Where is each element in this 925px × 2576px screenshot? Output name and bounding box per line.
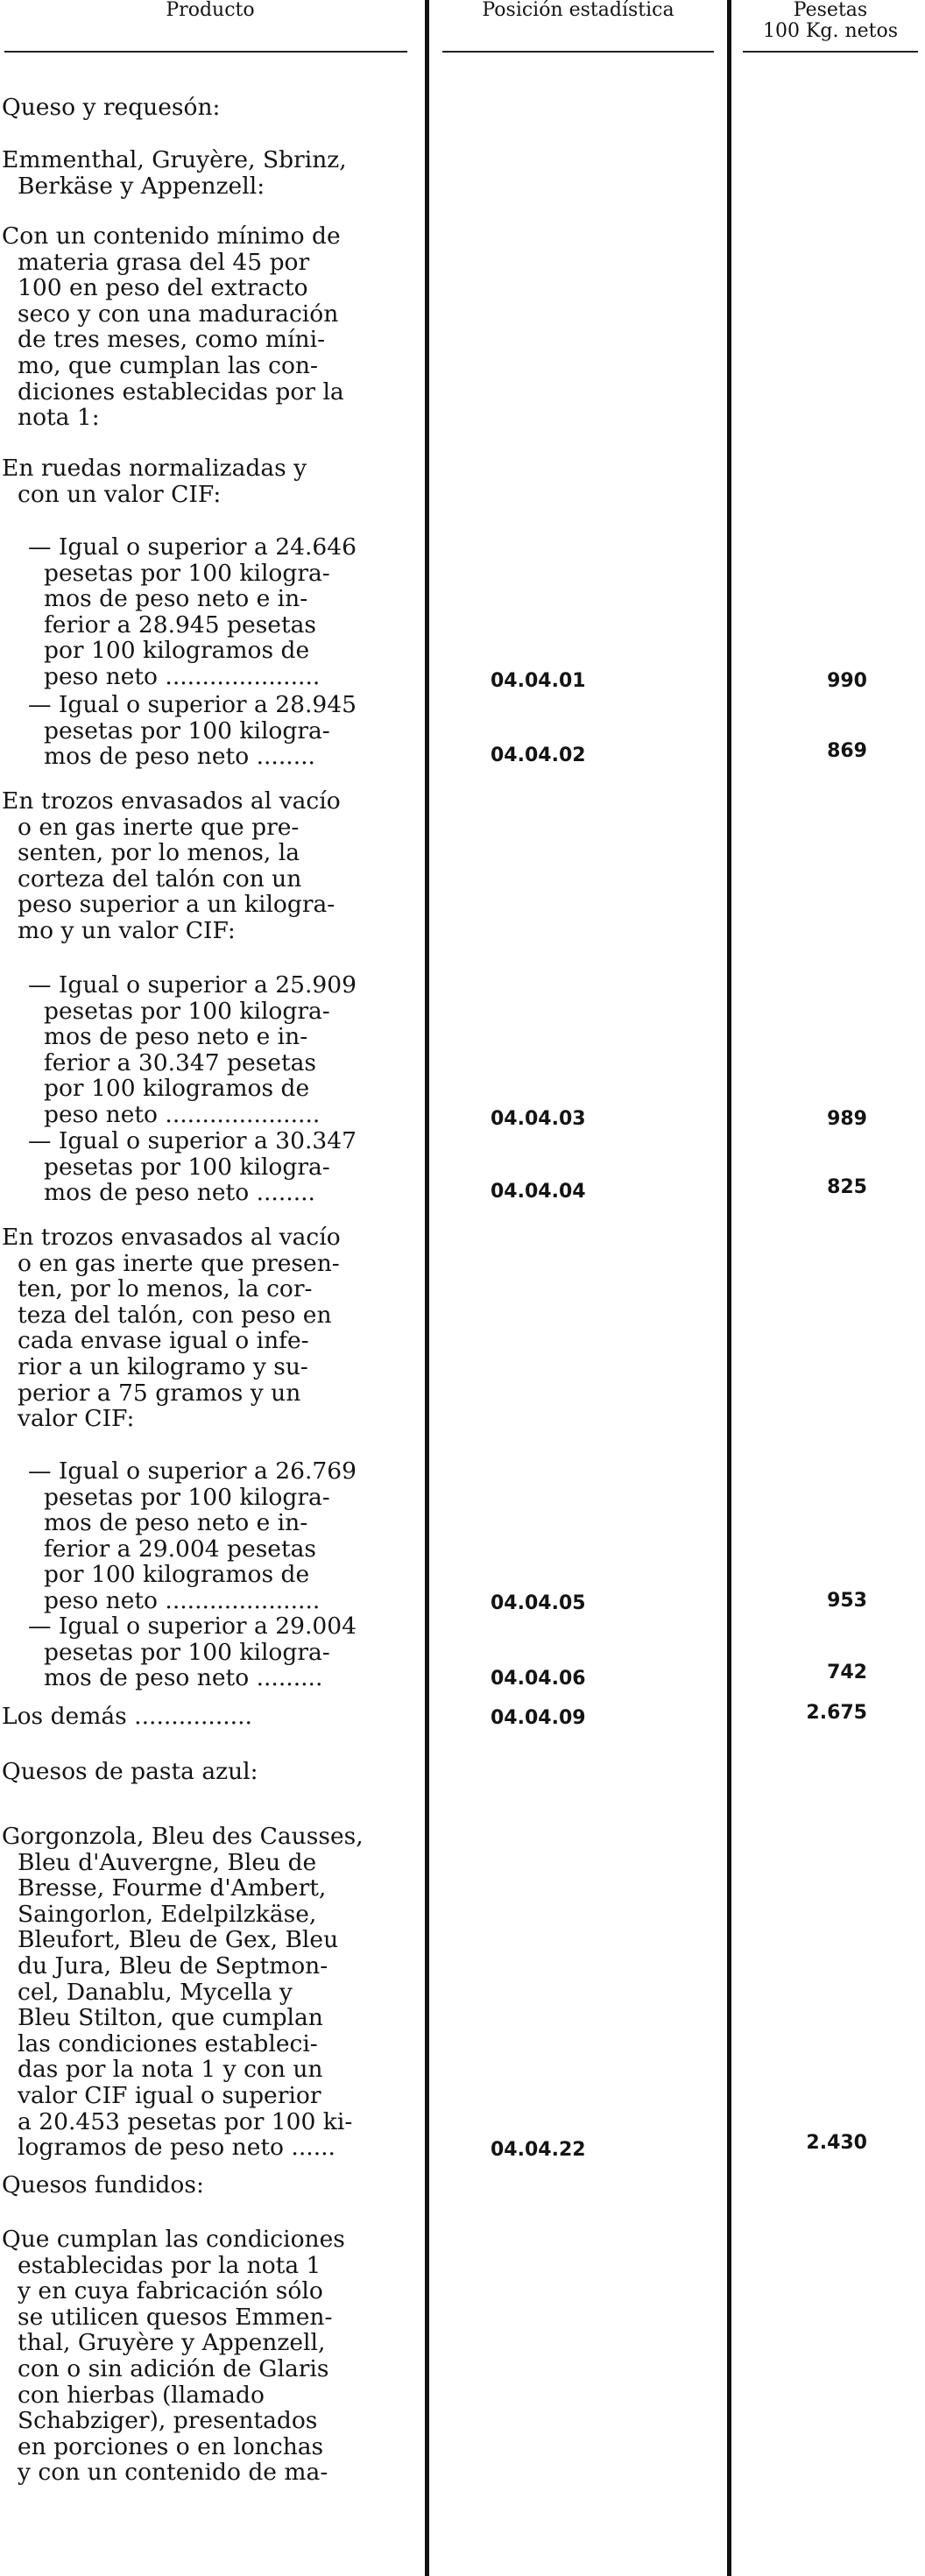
price-value: 989 — [827, 1108, 867, 1130]
text-line: mos de peso neto ........ — [44, 743, 315, 771]
header-pesetas: Pesetas — [793, 0, 868, 21]
text-line: du Jura, Bleu de Septmon- — [18, 1951, 328, 1980]
row-text — [28, 972, 418, 1128]
text-line: peso neto ..................... — [44, 1100, 321, 1128]
price-value: 953 — [827, 1590, 867, 1612]
text-line: En trozos envasados al vacío — [2, 1224, 341, 1251]
text-line: mos de peso neto ......... — [44, 1664, 323, 1692]
text-line: materia grasa del 45 por — [18, 248, 310, 276]
text-line: peso neto ..................... — [44, 662, 321, 690]
text-line: mo y un valor CIF: — [18, 916, 236, 944]
text-line: pesetas por 100 kilogra- — [44, 716, 330, 745]
text-line: Berkäse y Appenzell: — [18, 172, 265, 200]
text-line: Schabziger), presentados — [18, 2407, 318, 2435]
row-text — [2, 2227, 418, 2486]
text-line: das por la nota 1 y con un — [18, 2056, 323, 2084]
text-line: senten, por lo menos, la — [18, 839, 300, 867]
text-line: — Igual o superior a 28.945 — [28, 691, 357, 718]
text-line: Saingorlon, Edelpilzkäse, — [18, 1900, 317, 1928]
text-line: Bresse, Fourme d'Ambert, — [18, 1874, 327, 1902]
row-text — [2, 147, 418, 199]
price-value: 2.430 — [806, 2132, 867, 2154]
price-value: 825 — [827, 1176, 867, 1198]
price-value: 990 — [827, 670, 867, 692]
text-line: peso superior a un kilogra- — [18, 891, 335, 919]
row-text — [28, 1128, 418, 1206]
row-text — [2, 1224, 418, 1432]
text-line: — Igual o superior a 25.909 — [28, 971, 357, 999]
text-line: Bleufort, Bleu de Gex, Bleu — [18, 1926, 339, 1954]
text-line: mos de peso neto ........ — [44, 1179, 315, 1207]
text-line: ferior a 30.347 pesetas — [44, 1048, 317, 1076]
text-line: y con un contenido de ma- — [18, 2459, 328, 2487]
row-text — [2, 1759, 418, 1785]
text-line: cel, Danablu, Mycella y — [18, 1978, 293, 2006]
position-code: 04.04.09 — [491, 1707, 586, 1729]
text-line: pesetas por 100 kilogra- — [44, 1483, 330, 1511]
header-unidad: 100 Kg. netos — [762, 20, 899, 42]
text-line: pesetas por 100 kilogra- — [44, 997, 330, 1025]
text-line: logramos de peso neto ...... — [18, 2134, 335, 2162]
text-line: establecidas por la nota 1 — [18, 2251, 321, 2279]
column-divider-2 — [727, 0, 731, 2576]
text-line: con hierbas (llamado — [18, 2381, 265, 2409]
price-value: 2.675 — [806, 1702, 867, 1724]
text-line: En trozos envasados al vacío — [2, 787, 341, 815]
position-code: 04.04.22 — [491, 2139, 586, 2161]
text-line: valor CIF: — [18, 1405, 135, 1433]
text-line: con o sin adición de Glaris — [18, 2354, 329, 2382]
text-line: las condiciones estableci- — [18, 2029, 318, 2057]
text-line: 100 en peso del extracto — [18, 274, 308, 302]
header-rule-right — [743, 51, 918, 53]
text-line: thal, Gruyère y Appenzell, — [18, 2329, 326, 2357]
row-text — [2, 1704, 418, 1730]
text-line: perior a 75 gramos y un — [18, 1379, 301, 1407]
text-line: por 100 kilogramos de — [44, 637, 310, 665]
row-text — [28, 692, 418, 770]
text-line: pesetas por 100 kilogra- — [44, 559, 330, 587]
text-line: con un valor CIF: — [18, 480, 222, 508]
row-text — [28, 1458, 418, 1614]
position-code: 04.04.05 — [491, 1592, 586, 1614]
text-line: o en gas inerte que pre- — [18, 813, 300, 841]
price-value: 742 — [827, 1662, 867, 1683]
text-line: — Igual o superior a 24.646 — [28, 533, 357, 561]
text-line: Que cumplan las condiciones — [2, 2226, 345, 2253]
header-producto: Producto — [166, 0, 255, 21]
text-line: Con un contenido mínimo de — [2, 222, 341, 250]
text-line: mos de peso neto e in- — [44, 1509, 308, 1537]
text-line: — Igual o superior a 29.004 — [28, 1613, 357, 1640]
text-line: cada envase igual o infe- — [18, 1327, 309, 1355]
text-line: pesetas por 100 kilogra- — [44, 1638, 330, 1666]
row-text — [28, 534, 418, 690]
text-line: se utilicen quesos Emmen- — [18, 2303, 333, 2331]
text-line: nota 1: — [18, 404, 100, 432]
text-line: seco y con una maduración — [18, 300, 339, 328]
text-line: Emmenthal, Gruyère, Sbrinz, — [2, 146, 347, 173]
column-divider-1 — [425, 0, 429, 2576]
row-text — [2, 1824, 418, 2161]
text-line: — Igual o superior a 26.769 — [28, 1457, 357, 1485]
text-line: rior a un kilogramo y su- — [18, 1352, 308, 1380]
position-code: 04.04.02 — [491, 745, 586, 766]
text-line: ferior a 28.945 pesetas — [44, 610, 317, 639]
text-line: pesetas por 100 kilogra- — [44, 1153, 330, 1181]
text-line: Quesos de pasta azul: — [2, 1758, 258, 1785]
text-line: Bleu Stilton, que cumplan — [18, 2004, 323, 2032]
position-code: 04.04.01 — [491, 670, 586, 692]
text-line: por 100 kilogramos de — [44, 1075, 310, 1103]
text-line: Queso y requesón: — [2, 94, 221, 121]
text-line: En ruedas normalizadas y — [2, 455, 307, 482]
text-line: mos de peso neto e in- — [44, 1023, 308, 1051]
text-line: valor CIF igual o superior — [18, 2081, 321, 2109]
text-line: ten, por lo menos, la cor- — [18, 1275, 313, 1303]
text-line: Quesos fundidos: — [2, 2171, 204, 2198]
text-line: — Igual o superior a 30.347 — [28, 1127, 357, 1154]
text-line: Bleu d'Auvergne, Bleu de — [18, 1848, 317, 1876]
row-text — [2, 788, 418, 944]
text-line: o en gas inerte que presen- — [18, 1249, 340, 1277]
text-line: mo, que cumplan las con- — [18, 351, 318, 379]
text-line: de tres meses, como míni- — [18, 326, 326, 354]
text-line: por 100 kilogramos de — [44, 1561, 310, 1589]
text-line: mos de peso neto e in- — [44, 585, 308, 613]
text-line: Los demás ................ — [2, 1703, 252, 1730]
row-text — [2, 95, 418, 121]
position-code: 04.04.06 — [491, 1668, 586, 1690]
row-text — [28, 1613, 418, 1691]
text-line: y en cuya fabricación sólo — [18, 2277, 323, 2305]
text-line: teza del talón, con peso en — [18, 1301, 332, 1329]
text-line: en porciones o en lonchas — [18, 2432, 324, 2460]
text-line: diciones establecidas por la — [18, 378, 344, 406]
text-line: ferior a 29.004 pesetas — [44, 1535, 317, 1563]
text-line: corteza del talón con un — [18, 865, 302, 893]
header-posicion-estadistica: Posición estadística — [482, 0, 674, 21]
row-text — [2, 455, 418, 507]
price-value: 869 — [827, 740, 867, 762]
text-line: peso neto ..................... — [44, 1586, 321, 1614]
text-line: Gorgonzola, Bleu des Causses, — [2, 1823, 364, 1850]
header-rule-left — [4, 51, 407, 53]
position-code: 04.04.04 — [491, 1181, 586, 1203]
row-text — [2, 223, 418, 431]
position-code: 04.04.03 — [491, 1108, 586, 1130]
header-rule-middle — [442, 51, 714, 53]
text-line: a 20.453 pesetas por 100 ki- — [18, 2107, 353, 2135]
row-text — [2, 2172, 418, 2198]
